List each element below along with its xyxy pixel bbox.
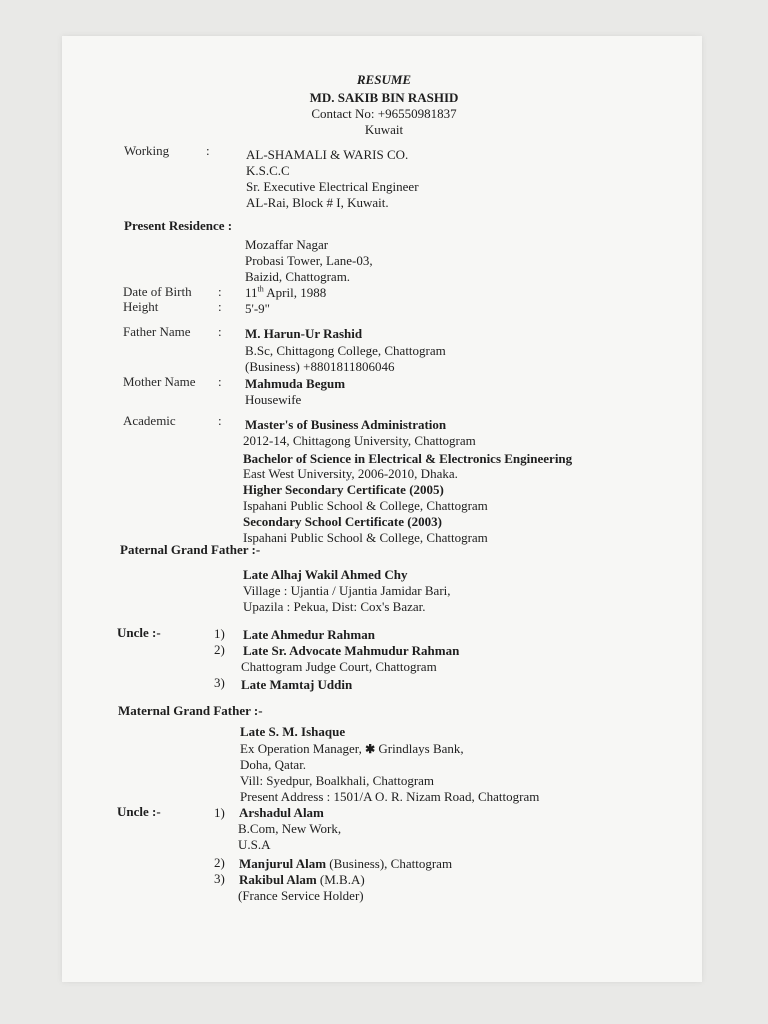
uncle-detail: (France Service Holder) [238,888,364,903]
paternal-grandfather-name: Late Alhaj Wakil Ahmed Chy [243,567,408,582]
height-label: Height [123,299,159,314]
working-colon: : [206,143,210,158]
working-company: AL-SHAMALI & WARIS CO. [246,147,409,162]
uncle-number: 3) [214,871,225,886]
degree-title: Bachelor of Science in Electrical & Electronics Engineering [243,451,573,466]
mother-label: Mother Name [123,374,196,389]
uncle-number: 1) [214,805,225,820]
paternal-village: Village : Ujantia / Ujantia Jamidar Bari, [243,583,451,598]
uncle-number: 1) [214,626,225,641]
maternal-location: Doha, Qatar. [240,757,307,772]
maternal-village: Vill: Syedpur, Boalkhali, Chattogram [240,773,435,788]
academic-label: Academic [123,413,176,428]
uncle-detail: Chattogram Judge Court, Chattogram [241,659,437,674]
occupation-text: Ex Operation Manager, [240,741,366,756]
uncle-detail: U.S.A [238,837,271,852]
degree-detail: 2012-14, Chittagong University, Chattogram [243,433,476,448]
applicant-name: MD. SAKIB BIN RASHID [309,90,459,105]
degree-title: Secondary School Certificate (2003) [243,514,442,529]
height-colon: : [218,299,222,314]
uncle-name: Arshadul Alam [239,805,324,820]
maternal-occupation [240,741,464,757]
father-colon: : [218,324,222,339]
father-detail: (Business) +8801811806046 [245,359,395,374]
maternal-label: Maternal Grand Father :- [118,703,263,718]
dob-value [245,285,326,301]
working-address: AL-Rai, Block # I, Kuwait. [246,195,389,210]
working-company-type: K.S.C.C [246,163,290,178]
uncle-name: Late Sr. Advocate Mahmudur Rahman [243,643,460,658]
mother-colon: : [218,374,222,389]
mother-name: Mahmuda Begum [245,376,346,391]
uncle-entry [239,872,365,888]
residence-label: Present Residence : [124,218,233,233]
maternal-uncle-label: Uncle :- [117,804,161,819]
uncle-name: Rakibul Alam [239,872,317,887]
dob-label: Date of Birth [123,284,192,299]
paternal-uncle-label: Uncle :- [117,625,161,640]
academic-colon: : [218,413,222,428]
uncle-number: 2) [214,855,225,870]
working-position: Sr. Executive Electrical Engineer [246,179,419,194]
dob-day: 11 [245,285,258,300]
degree-detail: Ispahani Public School & College, Chattogram [243,530,488,545]
residence-line: Baizid, Chattogram. [245,269,351,284]
degree-detail: East West University, 2006-2010, Dhaka. [243,466,458,481]
uncle-extra: (M.B.A) [316,872,365,887]
maternal-present-address: Present Address : 1501/A O. R. Nizam Road, Chattogram [240,789,540,804]
country: Kuwait [364,122,404,137]
bank-name: Grindlays Bank, [375,741,464,756]
residence-line: Mozaffar Nagar [245,237,329,252]
uncle-entry [239,856,452,872]
degree-detail: Ispahani Public School & College, Chattogram [243,498,488,513]
paternal-label: Paternal Grand Father :- [120,542,261,557]
father-name: M. Harun-Ur Rashid [245,326,363,341]
height-value: 5'-9" [245,301,270,316]
dob-suffix: th [257,284,264,294]
uncle-name: Late Mamtaj Uddin [241,677,353,692]
father-detail: B.Sc, Chittagong College, Chattogram [245,343,446,358]
uncle-extra: (Business), Chattogram [326,856,453,871]
contact-number: Contact No: +96550981837 [311,106,457,121]
degree-title: Higher Secondary Certificate (2005) [243,482,444,497]
degree-title: Master's of Business Administration [245,417,447,432]
uncle-name: Late Ahmedur Rahman [243,627,375,642]
dob-colon: : [218,284,222,299]
uncle-detail: B.Com, New Work, [238,821,342,836]
bank-logo-icon: ✱ [365,742,376,756]
mother-occupation: Housewife [245,392,302,407]
working-label: Working [124,143,170,158]
paternal-upazila: Upazila : Pekua, Dist: Cox's Bazar. [243,599,426,614]
maternal-grandfather-name: Late S. M. Ishaque [240,724,346,739]
father-label: Father Name [123,324,191,339]
resume-title: RESUME [356,72,412,87]
uncle-number: 3) [214,675,225,690]
uncle-number: 2) [214,642,225,657]
residence-line: Probasi Tower, Lane-03, [245,253,373,268]
uncle-name: Manjurul Alam [239,856,327,871]
dob-rest: April, 1988 [263,285,327,300]
